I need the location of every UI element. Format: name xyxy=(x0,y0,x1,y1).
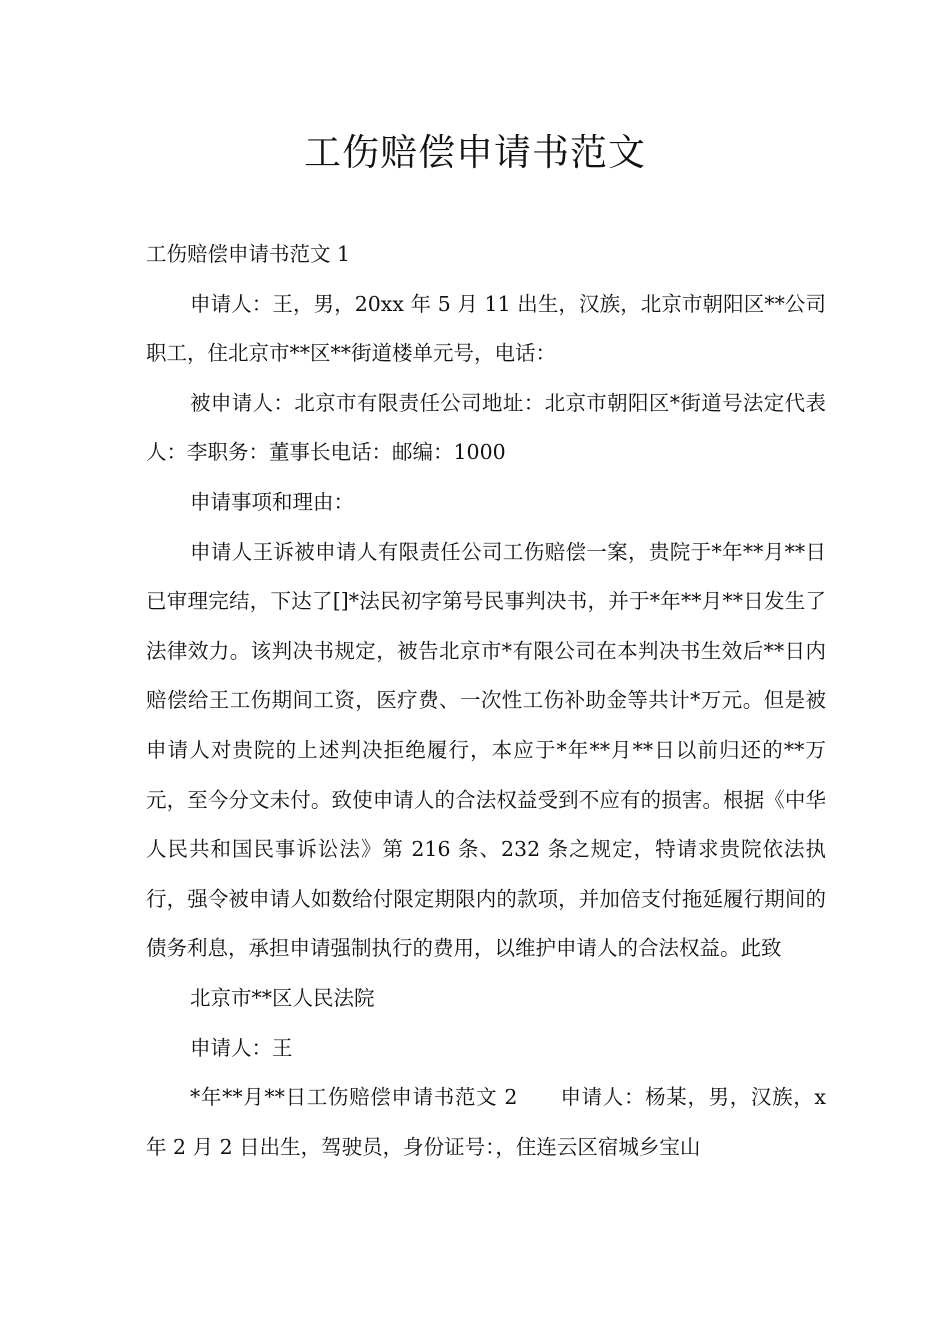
paragraph-sample-2: *年**月**日工伤赔偿申请书范文 2 申请人：杨某，男，汉族，x 年 2 月 2 日出生，驾驶员，身份证号：，住连云区宿城乡宝山 xyxy=(146,1085,826,1159)
paragraph-signature: 申请人：王 xyxy=(190,1035,293,1060)
paragraph-respondent: 被申请人：北京市有限责任公司地址：北京市朝阳区*街道号法定代表人：李职务：董事长电话：邮编：1000 xyxy=(146,390,826,465)
document-body xyxy=(146,230,826,1172)
document-title: 工伤赔偿申请书范文 xyxy=(304,131,646,174)
paragraph-request-heading: 申请事项和理由： xyxy=(190,489,354,514)
paragraph-applicant: 申请人：王，男，20xx 年 5 月 11 出生，汉族，北京市朝阳区**公司职工，住北京市**区**街道楼单元号，电话： xyxy=(146,291,826,366)
paragraph-reasons: 申请人王诉被申请人有限责任公司工伤赔偿一案，贵院于*年**月**日已审理完结，下达了[]*法民初字第号民事判决书，并于*年**月**日发生了法律效力。该判决书规定，被告北京市*有限公司在本判决书生效后**日内赔偿给王工伤期间工资，医疗费、一次性工伤补助金等共计*万元。但是被申请人对贵院的上述判决拒绝履行，本应于*年**月**日以前归还的**万元，至今分文未付。致使申请人的合法权益受到不应有的损害。根据《中华人民共和国民事诉讼法》第 216 条、232 条之规定，特请求贵院依法执行，强令被申请人如数给付限定期限内的款项，并加倍支付拖延履行期间的债务利息，承担申请强制执行的费用，以维护申请人的合法权益。此致 xyxy=(146,539,826,961)
paragraph-court: 北京市**区人民法院 xyxy=(190,985,375,1010)
section-heading: 工伤赔偿申请书范文 1 xyxy=(146,242,351,266)
